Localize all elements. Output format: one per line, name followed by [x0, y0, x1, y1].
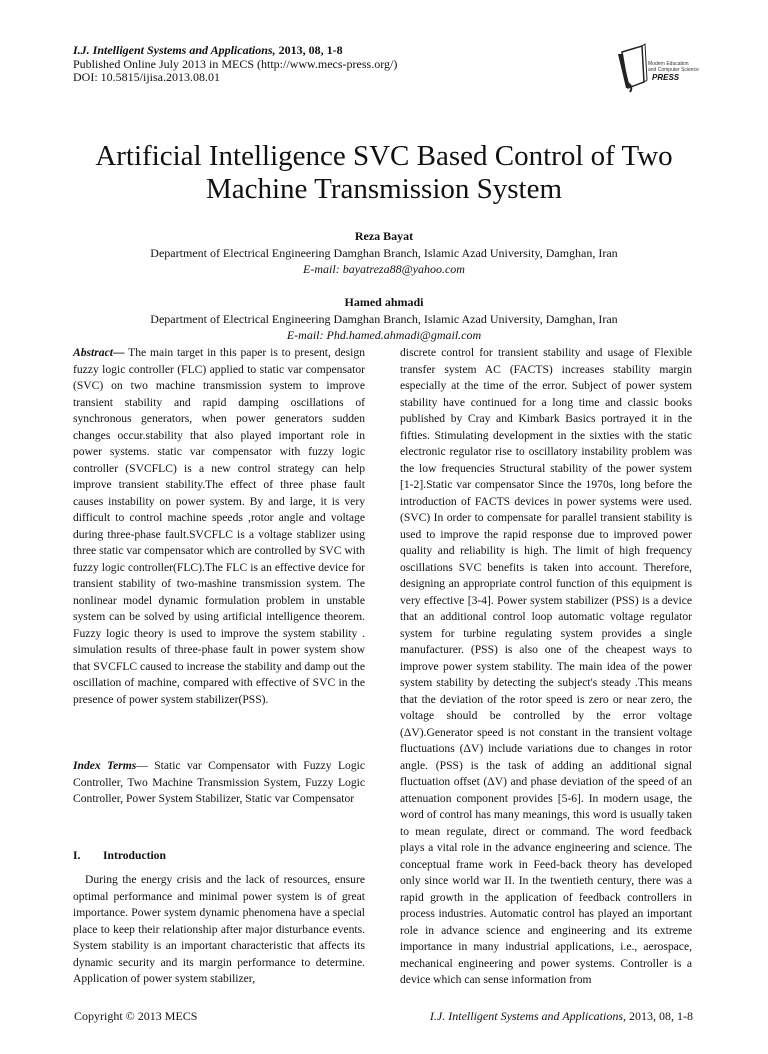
author-name: Hamed ahmadi	[344, 295, 424, 309]
abstract	[73, 345, 365, 708]
doi: DOI: 10.5815/ijisa.2013.08.01	[73, 70, 220, 84]
footer-issue: 2013, 08, 1-8	[626, 1008, 693, 1023]
journal-issue: 2013, 08, 1-8	[278, 43, 343, 57]
author-affiliation: Department of Electrical Engineering Damghan Branch, Islamic Azad University, Damghan, Iran	[150, 245, 618, 260]
author-email: E-mail: bayatreza88@yahoo.com	[303, 262, 465, 276]
section-number: I.	[73, 848, 81, 862]
right-column	[400, 345, 692, 989]
page-footer	[0, 989, 768, 1054]
journal-footer	[401, 1009, 693, 1024]
journal-header	[73, 44, 397, 85]
abstract-text: The main target in this paper is to present, design fuzzy logic controller (FLC) applied to static var compensator (SVC) on two machine transmission system to improve transient stability and rapid damping oscillations of synchronous generators, when power generators sudden changes occur.stability that also played important role in power systems. static var compensator with fuzzy logic controller (SVCFLC) is a new control strategy can help improve transient stability.The effect of three phase fault causes instability on power system. By and large, it is very difficult to control machine speeds ,rotor angle and voltage during three-phase fault.SVCFLC is a voltage stablizer using three static var compensator which are controlled by SVC with fuzzy logic controller(FLC).The FLC is an effective device for transient stability of two-mashine transmission system. The nonlinear model dynamic formulation problem in unstable system can be solved by using artificial intelligence theorem. Fuzzy logic theory is used to improve the system stability . simulation results of three-phase fault in power system show that SVCFLC caused to increase the stability and damp out the oscillation of machine, compared with effective of SVC in the presence of power system stabilizer(PSS).	[73, 346, 366, 706]
published-line: Published Online July 2013 in MECS (http://www.mecs-press.org/)	[73, 56, 398, 71]
svg-text:Modern Education: Modern Education	[648, 61, 689, 67]
abstract-label: Abstract—	[73, 346, 125, 359]
intro-paragraph-left: During the energy crisis and the lack of resources, ensure optimal performance and minimal power system is of great importance. Power system dynamic phenomena have a special place to keep their relationship after major disturbance events. System stability is an important characteristic that affects its dynamic security and its margin performance to determine. Application of power system stabilizer,	[73, 873, 365, 985]
index-terms-label: Index Terms	[73, 759, 137, 772]
footer-journal: I.J. Intelligent Systems and Applications,	[429, 1008, 626, 1023]
mecs-press-logo	[612, 42, 712, 94]
copyright-footer: Copyright © 2013 MECS	[74, 1008, 198, 1023]
author-name: Reza Bayat	[354, 229, 414, 243]
index-terms-text: — Static var Compensator with Fuzzy Logic Controller, Two Machine Transmission System, Fuzzy Logic Controller, Power System Stabilizer, Static var Compensator	[73, 759, 365, 805]
svg-text:PRESS: PRESS	[652, 73, 680, 82]
paper-title: Artificial Intelligence SVC Based Control of Two Machine Transmission System	[95, 140, 673, 205]
intro-paragraph-right: discrete control for transient stability and usage of Flexible transfer system AC (FACTS) increases stability margin especially at the time of the error. Subject of power system stability have continued for a long time and classic books published by Cray and Kimbark Basics portrayed it in the fifties. Stimulating development in the sixties with the static electronic regulator rise to oscillatory instability problem was the low frequencies Structural stability of the power system [1-2].Static var compensator Since the 1970s, long before the introduction of FACTS devices in power systems were used. (SVC) In order to compensate for parallel transient stability is used to improve the rapid response due to improved power quality and reliability is high. The limit of high frequency oscillations SVC benefits is taken into account. Therefore, designing an appropriate control function of this equipment is very effective [3-4]. Power system stabilizer (PSS) is a device that an additional control loop automatic voltage regulator system for turbine regulating system provides a single manufacturer. (PSS) is also one of the cheapest ways to improve power system stability. The main idea of the power system stability by detecting the subject's steady .This means that the deviation of the rotor speed is zero or near zero, the voltage should be controlled by the error voltage (ΔV).Generator speed is not constant in the transient voltage fluctuations (ΔV) include variations due to changes in rotor angle. (PSS) is the task of adding an additional signal fluctuation offset (ΔV) and phase deviation of the speed of an attenuation component provides [5-6]. In modern usage, the word of control has many meanings, this word is usually taken to mean regulate, direct or command. The word feedback plays a vital role in the advance engineering and science. The conceptual frame work in Feed-back theory has developed only since world war II. In the twentieth century, there was a rapid growth in the application of feedback controllers in process industries. Automatic control has played an important role in advance science and engineering and its extreme importance in many industrial applications, i.e., aerospace, mechanical engineering and power systems. Controller is a device which can sense information from	[400, 346, 692, 986]
author-block-2	[40, 294, 728, 344]
author-block-1	[40, 228, 728, 278]
index-terms	[73, 758, 365, 808]
left-column	[73, 345, 365, 988]
section-heading	[73, 848, 365, 865]
author-affiliation: Department of Electrical Engineering Damghan Branch, Islamic Azad University, Damghan, Iran	[150, 311, 618, 326]
svg-text:and Computer Science: and Computer Science	[648, 67, 699, 73]
section-title: Introduction	[103, 848, 166, 862]
author-email: E-mail: Phd.hamed.ahmadi@gmail.com	[286, 328, 482, 342]
journal-name: I.J. Intelligent Systems and Applications,	[73, 43, 276, 57]
